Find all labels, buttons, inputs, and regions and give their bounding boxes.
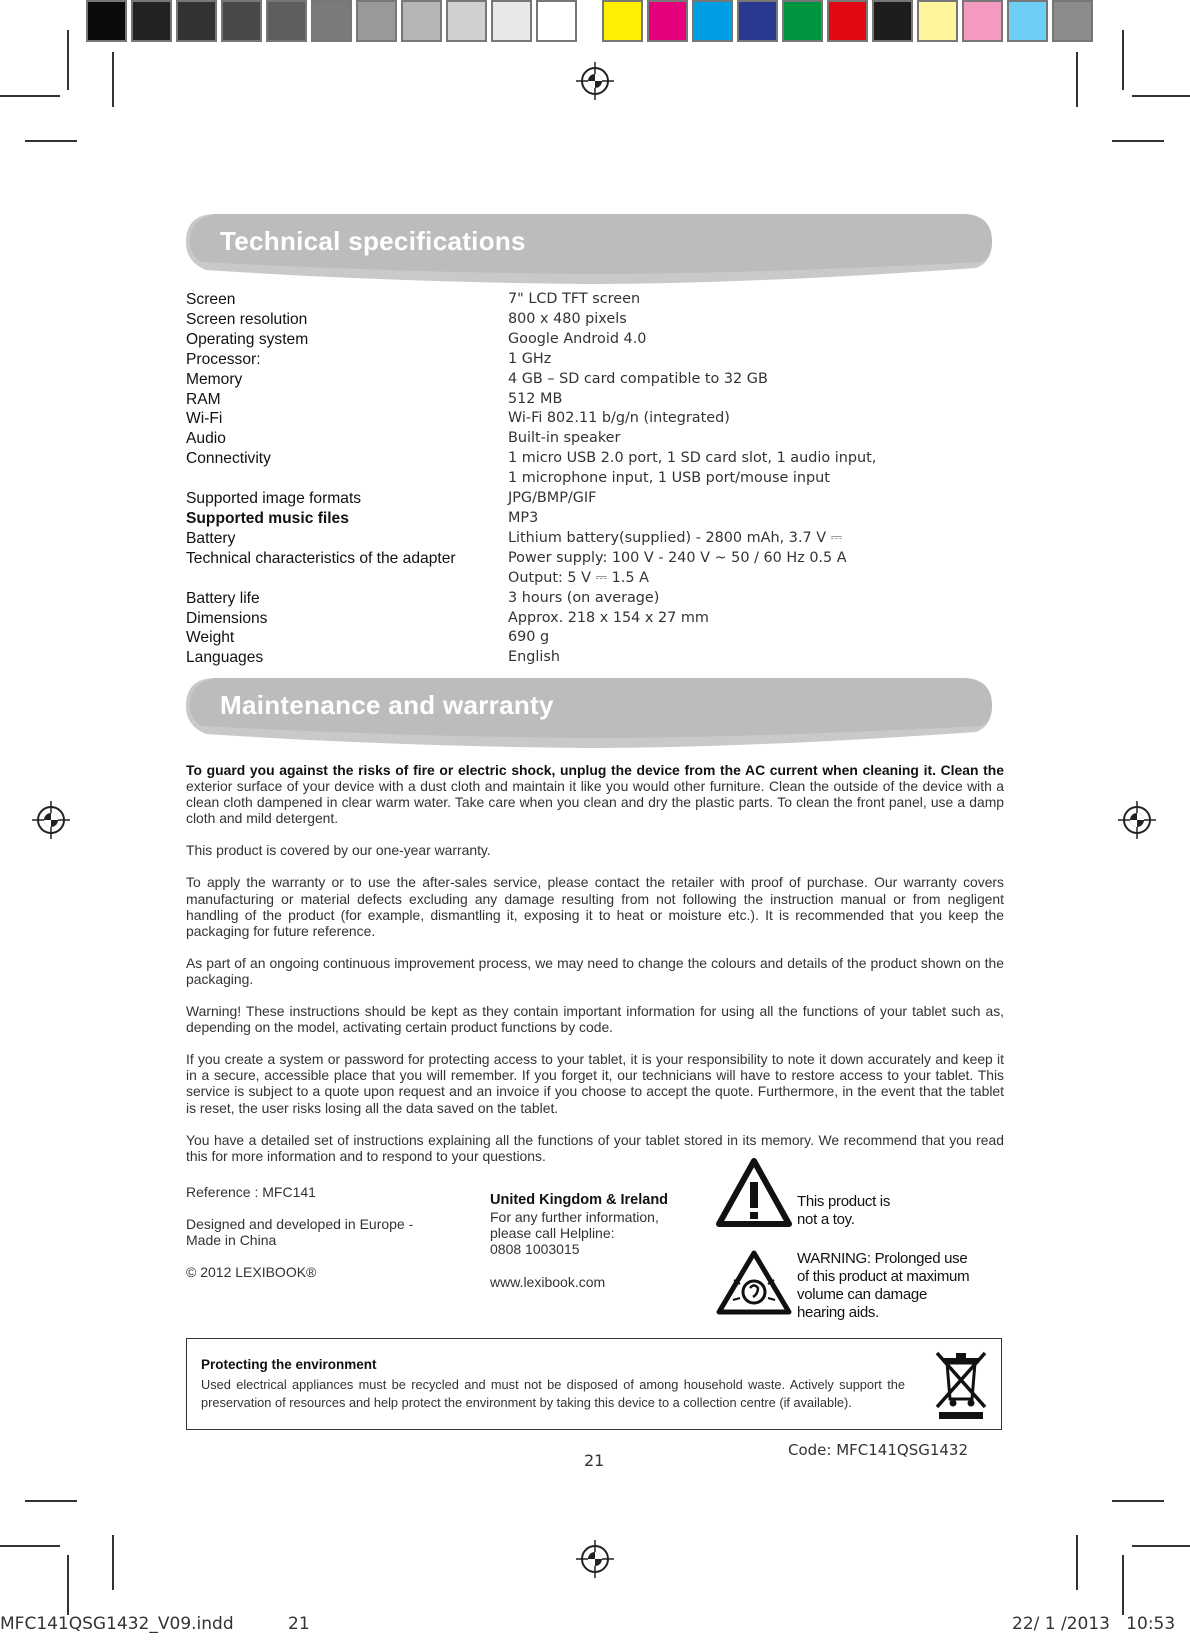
spec-row [186,350,1006,370]
crop-mark [67,30,69,90]
page-number: 21 [584,1451,605,1470]
color-swatch [827,0,868,42]
spec-row [186,549,1006,589]
warning-triangle-icon [716,1158,792,1228]
spec-row [186,449,1006,489]
spec-label: Supported image formats [186,490,362,508]
weee-bin-icon [933,1349,989,1421]
spec-value: 690 g [508,629,550,646]
volume-warning: WARNING: Prolonged use of this product at maximum volume can damage hearing aids. [797,1250,970,1321]
uk-contact-title: United Kingdom & Ireland [490,1192,669,1208]
environment-title: Protecting the environment [201,1357,377,1372]
color-swatch [86,0,127,42]
spec-value: 3 hours (on average) [508,589,660,606]
crop-mark [1112,140,1164,142]
specs-table [186,290,1006,668]
spec-value: 800 x 480 pixels [508,310,627,327]
color-swatch [311,0,352,42]
paragraph: You have a detailed set of instructions explaining all the functions of your tablet stored in its memory. We recommend that you read this for more information and to respond to your questions. [186,1131,1004,1164]
spec-label: Technical characteristics of the adapter [186,549,456,567]
slug-filename: MFC141QSG1432_V09.indd [0,1614,234,1634]
color-swatch [221,0,262,42]
paragraph: As part of an ongoing continuous improvement process, we may need to change the colours and details of the product shown on the packaging. [186,954,1004,987]
spec-label: Wi-Fi [186,410,223,428]
reference-text: Reference : MFC141 [186,1184,316,1200]
color-swatch [536,0,577,42]
cmyk-color-bar [602,0,1097,46]
color-swatch [647,0,688,42]
spec-label: Connectivity [186,450,271,468]
spec-label: Battery life [186,589,260,607]
crop-mark [1076,1535,1078,1590]
spec-row [186,310,1006,330]
crop-mark [0,95,60,97]
color-swatch [917,0,958,42]
spec-label: Screen resolution [186,310,308,328]
spec-row [186,390,1006,410]
registration-mark-icon [32,801,70,839]
spec-row [186,489,1006,509]
spec-value: 4 GB – SD card compatible to 32 GB [508,370,768,387]
spec-label: RAM [186,390,221,408]
spec-row [186,609,1006,629]
warranty-section-title: Maintenance and warranty [220,690,554,720]
color-swatch [131,0,172,42]
spec-row [186,370,1006,390]
registration-mark-icon [576,62,614,100]
color-swatch [266,0,307,42]
spec-value: Lithium battery(supplied) - 2800 mAh, 3.7 V ⎓ [508,529,843,546]
registration-mark-icon [1118,801,1156,839]
crop-mark [1132,1545,1190,1547]
uk-contact-text: For any further information, please call Helpline: 0808 1003015 [490,1209,659,1257]
spec-row [186,409,1006,429]
spec-row [186,290,1006,310]
lead-sentence: To guard you against the risks of fire or electric shock, unplug the device from the AC current when cleaning it. Clean the [186,762,1004,778]
spec-label: Languages [186,649,264,667]
crop-mark [25,140,77,142]
spec-row [186,648,1006,668]
registration-mark-icon [576,1540,614,1578]
spec-row [186,509,1006,529]
crop-mark [1076,52,1078,107]
spec-value: 512 MB [508,390,563,407]
paragraph-text: exterior surface of your device with a dust cloth and maintain it like you would other furniture. Clean the outside of the device with a clean cloth dampened in clear warm water. Take care when you clean and dry the plastic parts. To clean the front panel, use a damp cloth and mild detergent. [186,778,1004,827]
crop-mark [1122,30,1124,90]
spec-value: MP3 [508,509,539,526]
spec-label: Memory [186,370,243,388]
spec-row [186,330,1006,350]
color-swatch [1007,0,1048,42]
crop-mark [1112,1500,1164,1502]
spec-label: Battery [186,529,236,547]
spec-row [186,628,1006,648]
spec-value: Wi-Fi 802.11 b/g/n (integrated) [508,410,730,427]
paragraph: To apply the warranty or to use the after-sales service, please contact the retailer with proof of purchase. Our warranty covers manufacturing or material defects excluding any damage resulting from not following the instruction manual or from negligent handling of the product (for example, dismantling it, exposing it to heat or moisture etc.). It is recommended that you keep the packaging for future reference. [186,874,1004,939]
crop-mark [112,1535,114,1590]
spec-label: Dimensions [186,609,268,627]
slug-date: 22/ 1 /2013 10:53 [1012,1614,1176,1634]
color-swatch [737,0,778,42]
color-swatch [401,0,442,42]
slug-page: 21 [288,1614,310,1634]
paragraph: If you create a system or password for protecting access to your tablet, it is your responsibility to note it down accurately and keep it in a secure, accessible place that you will remember. If you forget it, our technicians will have to restore access to your tablet. This service is subject to a quote upon request and an invoice if you choose to accept the quote. Furthermore, in the event that the tablet is reset, the user risks losing all the data saved on the tablet. [186,1051,1004,1116]
color-swatch [446,0,487,42]
grayscale-color-bar [86,0,581,46]
crop-mark [25,1500,77,1502]
paragraph: Warning! These instructions should be kept as they contain important information for using all the functions of your tablet such as, depending on the model, activating certain product functions by code. [186,1003,1004,1036]
spec-value: 7" LCD TFT screen [508,291,641,307]
color-swatch [692,0,733,42]
spec-label: Processor: [186,350,261,368]
spec-value: Google Android 4.0 [508,330,647,347]
product-code: Code: MFC141QSG1432 [788,1441,969,1459]
designed-text: Designed and developed in Europe - Made in China [186,1216,414,1248]
specs-section-title: Technical specifications [220,226,526,256]
spec-value: 1 GHz [508,350,552,367]
crop-mark [1132,95,1190,97]
spec-row [186,429,1006,449]
spec-value: Built-in speaker [508,430,621,447]
spec-value: English [508,649,560,666]
spec-row [186,589,1006,609]
paragraph: This product is covered by our one-year warranty. [186,842,491,859]
spec-label: Screen [186,291,236,308]
color-swatch [602,0,643,42]
website-link[interactable]: www.lexibook.com [490,1274,606,1290]
color-swatch [176,0,217,42]
spec-row [186,529,1006,549]
hearing-warning-icon [716,1250,792,1316]
environment-notice [186,1338,1002,1430]
color-swatch [782,0,823,42]
spec-value: 1 micro USB 2.0 port, 1 SD card slot, 1 audio input, 1 microphone input, 1 USB port/mouse input [508,450,877,487]
crop-mark [67,1555,69,1615]
color-swatch [491,0,532,42]
crop-mark [1122,1555,1124,1615]
paragraph [186,762,1004,826]
crop-mark [0,1545,60,1547]
section-banner-warranty [186,676,992,748]
color-swatch [962,0,1003,42]
spec-value: Approx. 218 x 154 x 27 mm [508,609,709,626]
copyright-text: © 2012 LEXIBOOK® [186,1264,317,1280]
color-swatch [356,0,397,42]
color-swatch [872,0,913,42]
spec-label: Weight [186,629,235,647]
spec-label: Supported music files [186,509,349,527]
crop-mark [112,52,114,107]
color-swatch [1052,0,1093,42]
environment-text: Used electrical appliances must be recycled and must not be disposed of among household waste. Actively support the preservation of resources and help protect the environment by taking this device to a collection centre (if available). [201,1377,905,1410]
section-banner-specs [186,212,992,284]
warranty-body [186,762,1004,1180]
spec-label: Operating system [186,330,309,348]
spec-value: JPG/BMP/GIF [508,490,597,507]
spec-value: Power supply: 100 V - 240 V ~ 50 / 60 Hz 0.5 A Output: 5 V ⎓ 1.5 A [508,549,847,586]
not-a-toy-warning: This product is not a toy. [797,1193,891,1228]
spec-label: Audio [186,430,226,448]
